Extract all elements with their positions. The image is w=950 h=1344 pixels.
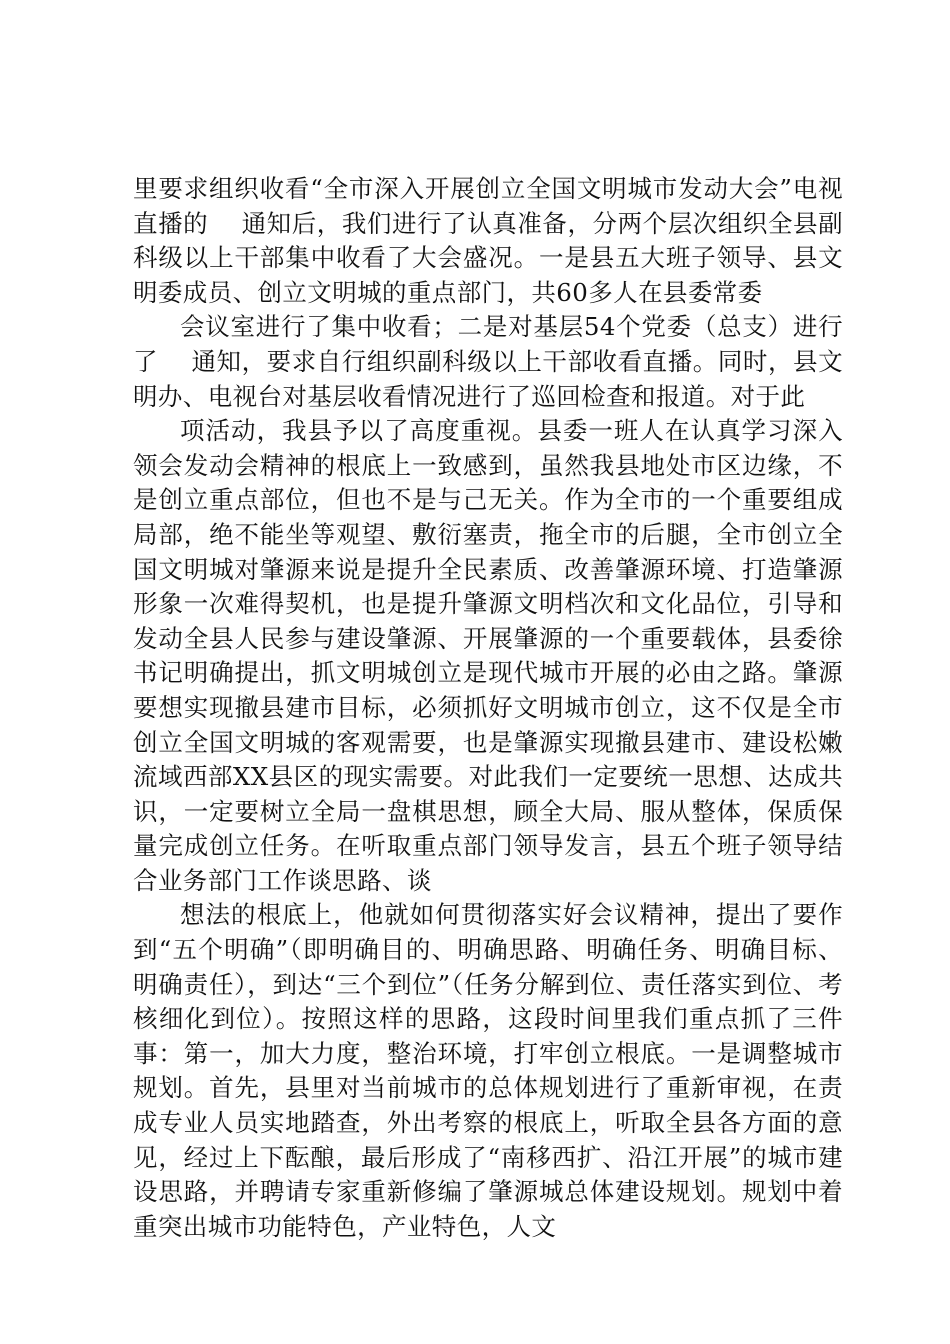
paragraph-4: 想法的根底上，他就如何贯彻落实好会议精神，提出了要作到“五个明确”（即明确目的、明确思路、明确任务、明确目标、明确责任），到达“三个到位”（任务分解到位、责任落实到位、考核细化到位）。按照这样的思路，这段时间里我们重点抓了三件事：第一，加大力度，整治环境，打牢创立根底。一是调整城市规划。首先，县里对当前城市的总体规划进行了重新审视，在责成专业人员实地踏查，外出考察的根底上，听取全县各方面的意见，经过上下酝酿，最后形成了“南移西扩、沿江开展”的城市建设思路，并聘请专家重新修编了肇源城总体建设规划。规划中着重突出城市功能特色，产业特色，人文	[133, 900, 843, 1241]
paragraph-3: 项活动，我县予以了高度重视。县委一班人在认真学习深入领会发动会精神的根底上一致感到，虽然我县地处市区边缘，不是创立重点部位，但也不是与己无关。作为全市的一个重要组成局部，绝不能坐等观望、敷衍塞责，拖全市的后腿，全市创立全国文明城对肇源来说是提升全民素质、改善肇源环境、打造肇源形象一次难得契机，也是提升肇源文明档次和文化品位，引导和发动全县人民参与建设肇源、开展肇源的一个重要载体，县委徐书记明确提出，抓文明城创立是现代城市开展的必由之路。肇源要想实现撤县建市目标，必须抓好文明城市创立，这不仅是全市创立全国文明城的客观需要，也是肇源实现撤县建市、建设松嫩流域西部XX县区的现实需要。对此我们一定要统一思想、达成共识，一定要树立全局一盘棋思想，顾全大局、服从整体，保质保量完成创立任务。在听取重点部门领导发言，县五个班子领导结合业务部门工作谈思路、谈	[133, 416, 843, 895]
paragraph-2: 会议室进行了集中收看；二是对基层54个党委（总支）进行了 通知，要求自行组织副科级以上干部收看直播。同时，县文明办、电视台对基层收看情况进行了巡回检查和报道。对于此	[133, 312, 843, 411]
paragraph-1: 里要求组织收看“全市深入开展创立全国文明城市发动大会”电视直播的 通知后，我们进行了认真准备，分两个层次组织全县副科级以上干部集中收看了大会盛况。一是县五大班子领导、县文明委成员、创立文明城的重点部门，共60多人在县委常委	[133, 174, 843, 307]
body-text	[133, 172, 843, 1244]
